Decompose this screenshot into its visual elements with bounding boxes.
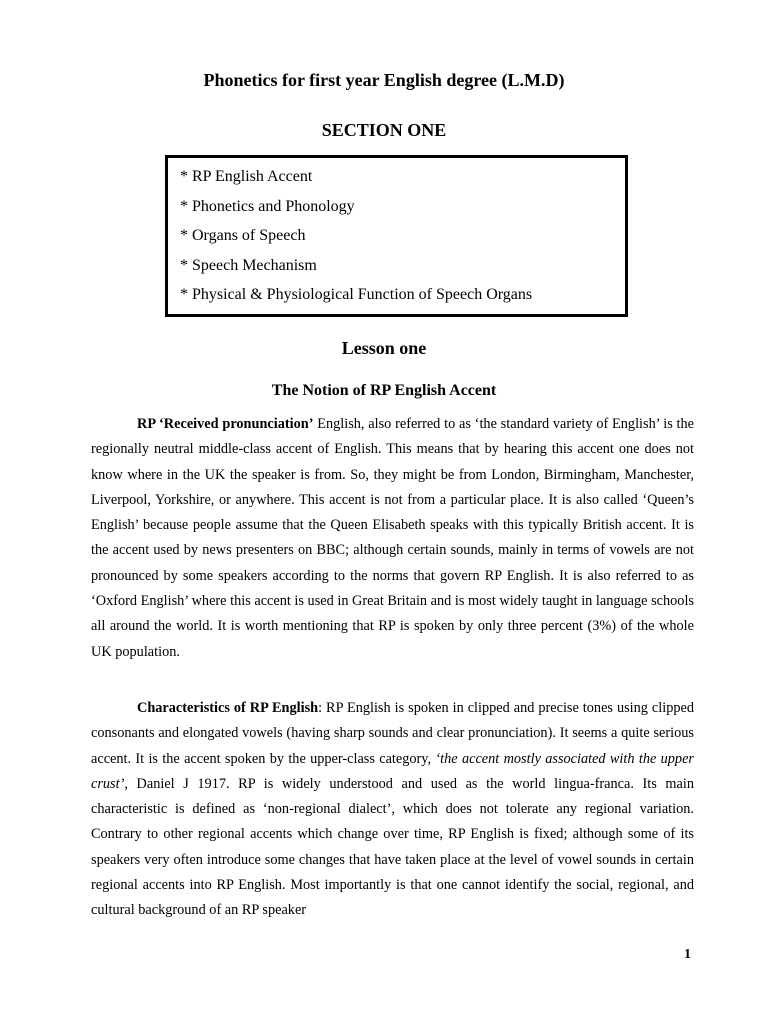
paragraph-body: : RP English is spoken in clipped and precise tones using clipped consonants and elongated vowels (having sharp sounds and clear pronunciation). It seems a quite serious accent. It is the accent spoken by the upper-class category, — [91, 700, 694, 767]
topic-item: * Physical & Physiological Function of Speech Organs — [180, 286, 533, 303]
lesson-title: Lesson one — [341, 338, 427, 358]
topic-item: * Phonetics and Phonology — [180, 197, 355, 215]
section-title: SECTION ONE — [321, 120, 447, 140]
paragraph-body: English, also referred to as ‘the standard variety of English’ is the regionally neutral middle-class accent of English. This means that by hearing this accent one does not know where in the UK the speaker is from. So, they might be from London, Birmingham, Manchester, Liverpool, Yorkshire, or anywhere. This accent is not from a particular place. It is also called ‘Queen’s English’ because people assume that the Queen Elisabeth speaks with this typically British accent. It is the accent used by news presenters on BBC; although certain sounds, mainly in terms of vowels are not pronounced by some speakers according to the norms that govern RP English. It is also referred to as ‘Oxford English’ where this accent is used in Great Britain and is most widely taught in language schools all around the world. It is worth mentioning that RP is spoken by only three percent (3%) of the whole UK population. — [91, 416, 694, 660]
topic-item: * Speech Mechanism — [180, 256, 317, 274]
lesson-subtitle: The Notion of RP English Accent — [271, 382, 497, 399]
paragraph-lead-term: Characteristics of RP English — [137, 700, 319, 716]
paragraph-quote: ‘the accent mostly associated with the upper crust’ — [91, 750, 694, 792]
page-number: 1 — [684, 947, 691, 962]
paragraph-lead-term: RP ‘Received pronunciation’ — [137, 416, 314, 432]
paragraph-body: , Daniel J 1917. RP is widely understood and used as the world lingua-franca. Its main characteristic is defined as ‘non-regional dialect’, which does not tolerate any regional variation. Contrary to other regional accents which change over time, RP English is fixed; although some of its speakers very often introduce some changes that have taken place at the level of vowel sounds in certain regional accents into RP English. Most importantly is that one cannot identify the social, regional, and cultural background of an RP speaker — [91, 775, 694, 919]
topics-box — [165, 155, 628, 317]
paragraph-rp-characteristics — [91, 696, 694, 924]
paragraph-rp-definition — [91, 412, 694, 665]
topic-item: * Organs of Speech — [180, 227, 306, 244]
document-title: Phonetics for first year English degree (L.M.D) — [203, 70, 565, 90]
topic-item: * RP English Accent — [180, 168, 313, 185]
topics-list — [168, 158, 625, 310]
